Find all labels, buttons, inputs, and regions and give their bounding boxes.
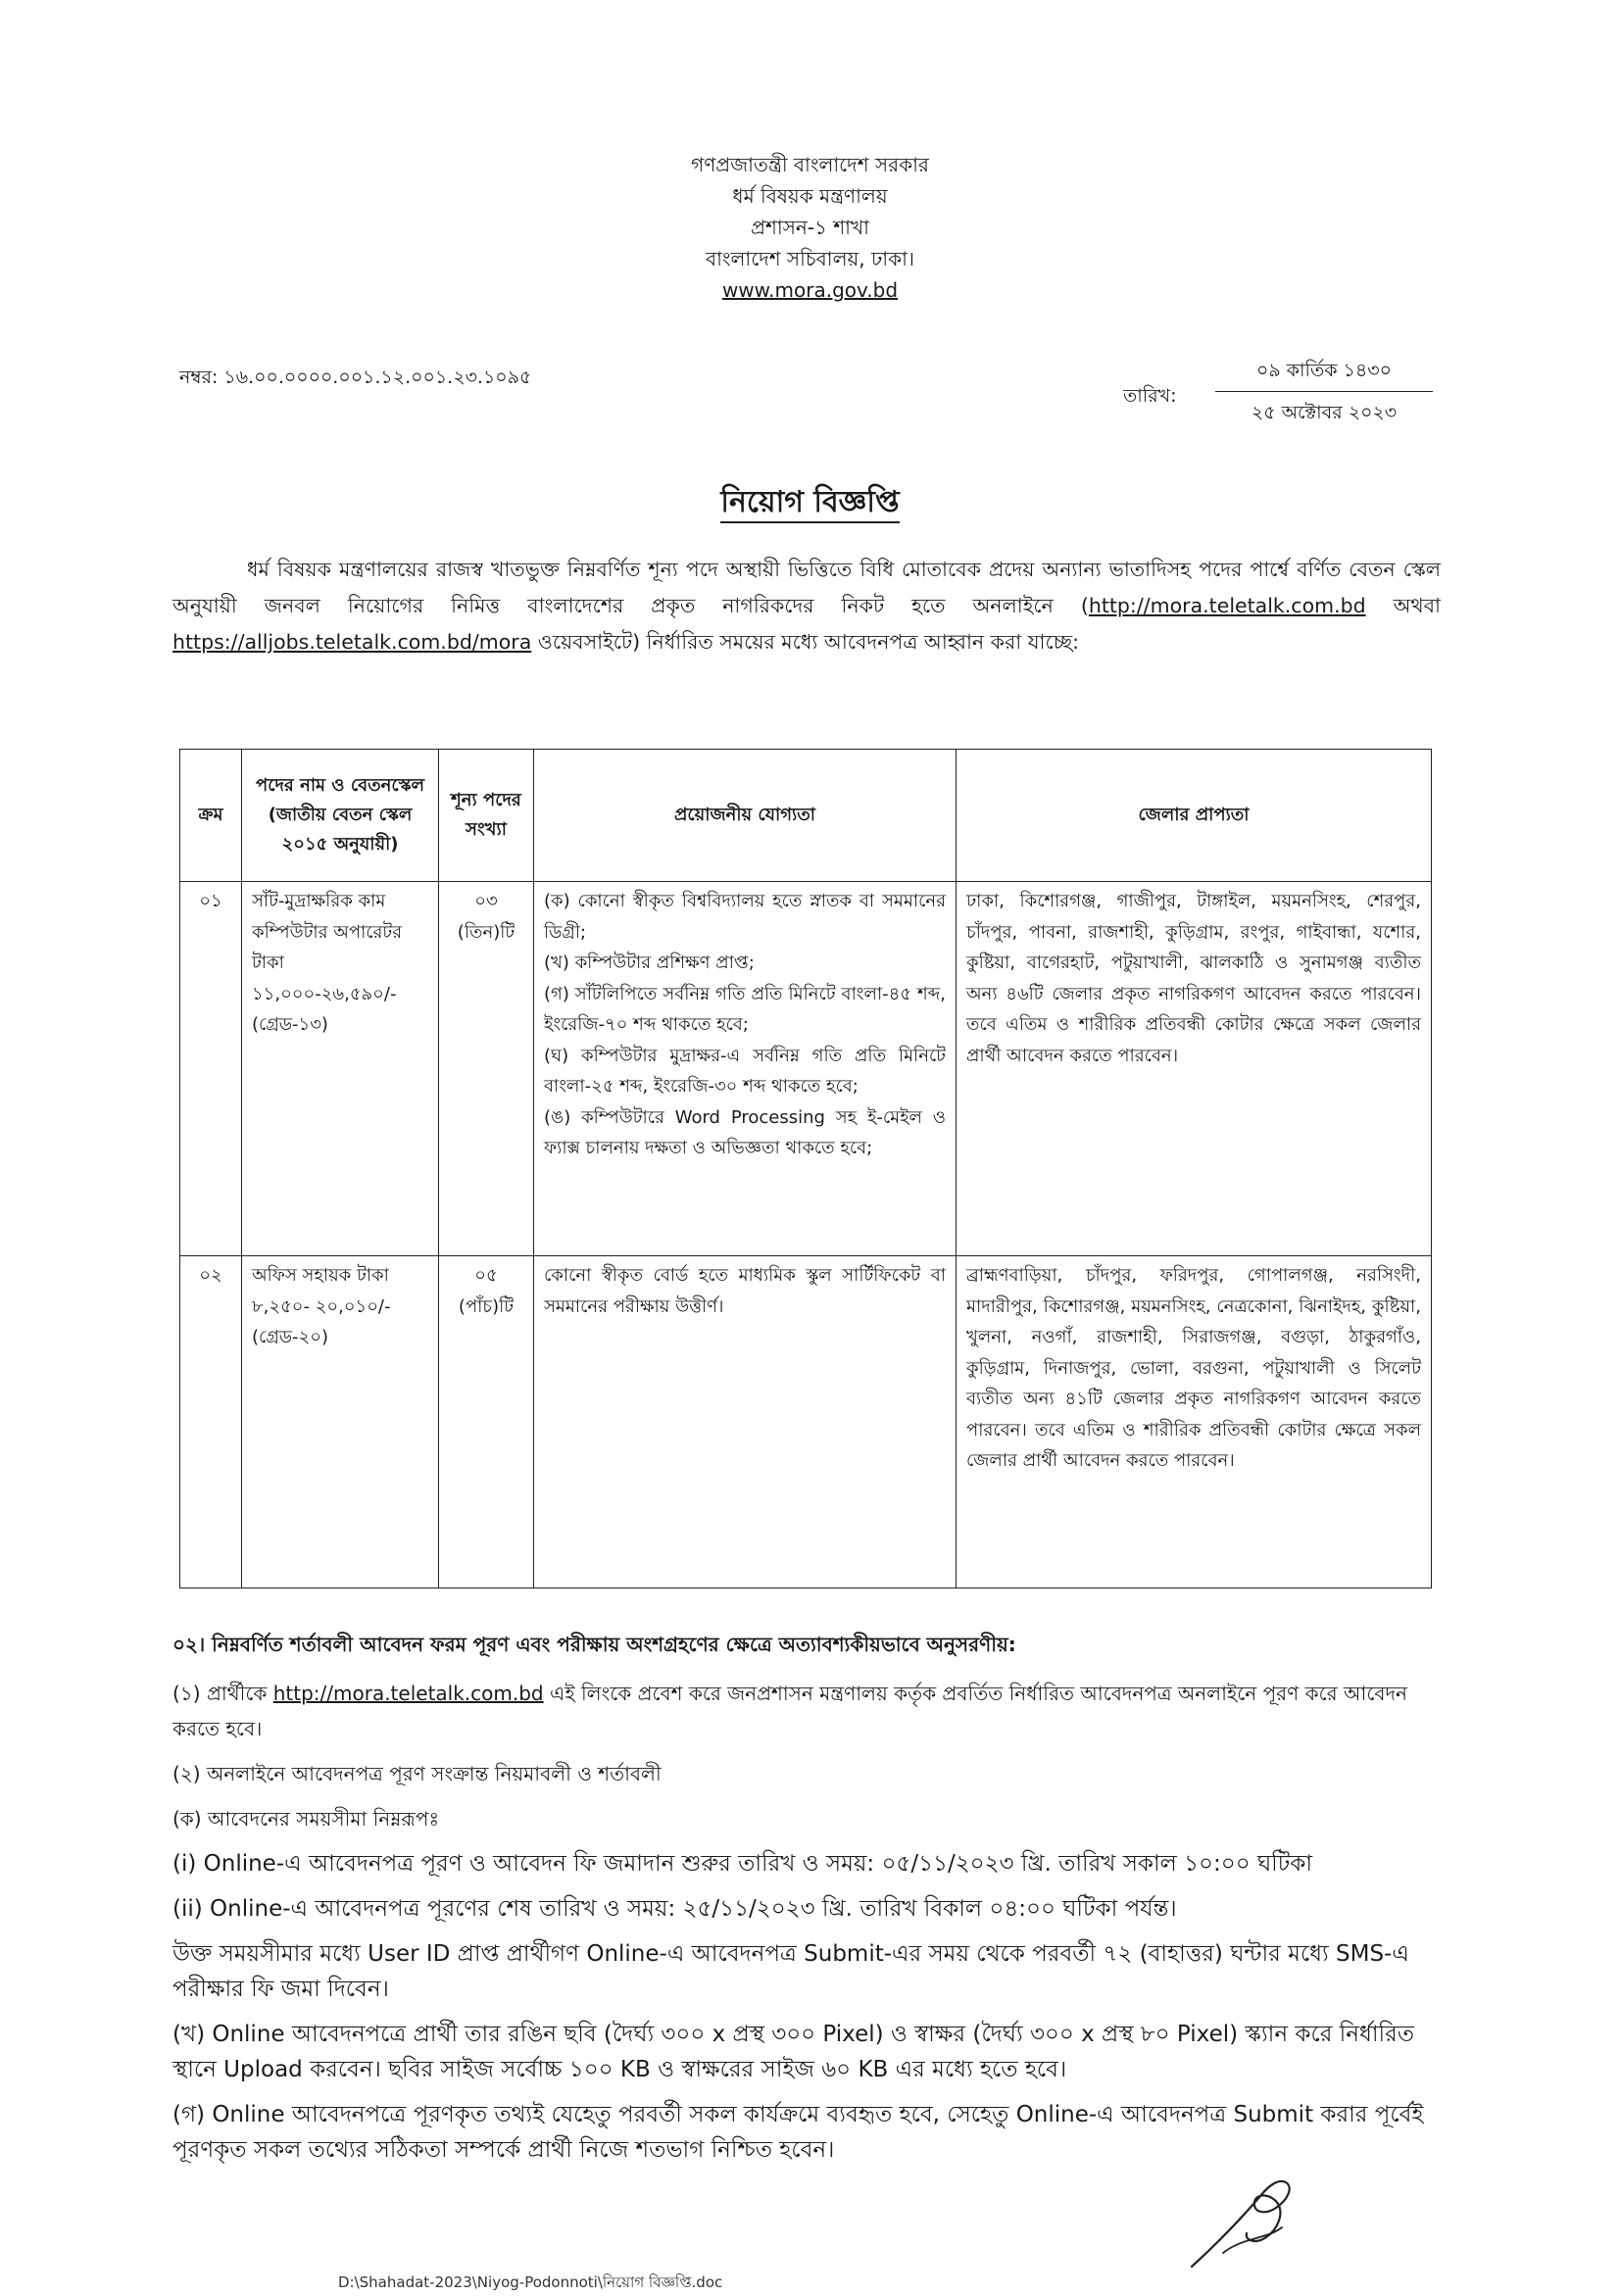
application-link[interactable]: http://mora.teletalk.com.bd xyxy=(272,1682,544,1705)
condition-1 xyxy=(172,1676,1447,1746)
vacancy-cell: ০৫ (পাঁচ)টি xyxy=(439,1256,534,1588)
intro-text-3: ওয়েবসাইটে) নির্ধারিত সময়ের মধ্যে আবেদনপত্র আহ্বান করা যাচ্ছে: xyxy=(531,630,1080,654)
page-title xyxy=(0,478,1620,528)
qualification-item: (খ) কম্পিউটার প্রশিক্ষণ প্রাপ্ত; xyxy=(544,953,755,973)
vacancy-table xyxy=(179,749,1432,1588)
qualification-cell xyxy=(534,1256,957,1588)
intro-text-2: অথবা xyxy=(1365,594,1442,617)
intro-text-1: ধর্ম বিষয়ক মন্ত্রণালয়ের রাজস্ব খাতভুক্ত নিম্নবর্ণিত শূন্য পদে অস্থায়ী ভিত্তিতে বিধি মোতাবেক প্রদেয় অন্যান্য ভাতাদিসহ পদের পার্শ্বে বর্ণিত বেতন স্কেল অনুযায়ী জনবল নিয়োগের নিমিত্ত বাংলাদেশের প্রকৃত নাগরিকদের নিকট হতে অনলাইনে ( xyxy=(172,558,1441,617)
ministry-name: ধর্ম বিষয়ক মন্ত্রণালয় xyxy=(732,184,888,208)
page-title-text: নিয়োগ বিজ্ঞপ্তি xyxy=(720,485,899,523)
branch-name: প্রশাসন-১ শাখা xyxy=(751,216,869,239)
date-english: ২৫ অক্টোবর ২০২৩ xyxy=(1251,402,1398,423)
office-address: বাংলাদেশ সচিবালয়, ঢাকা। xyxy=(705,247,915,270)
qualification-item: (গ) সাঁটলিপিতে সর্বনিম্ন গতি প্রতি মিনিটে বাংলা-৪৫ শব্দ, ইংরেজি-৭০ শব্দ থাকতে হবে; xyxy=(544,983,946,1035)
qualification-item: কোনো স্বীকৃত বোর্ড হতে মাধ্যমিক স্কুল সার্টিফিকেট বা সমমানের পরীক্ষায় উত্তীর্ণ। xyxy=(544,1265,946,1317)
district-cell: ব্রাহ্মণবাড়িয়া, চাঁদপুর, ফরিদপুর, গোপালগঞ্জ, নরসিংদী, মাদারীপুর, কিশোরগঞ্জ, ময়মনসিংহ, নেত্রকোনা, ঝিনাইদহ, কুষ্টিয়া, খুলনা, নওগাঁ, রাজশাহী, সিরাজগঞ্জ, বগুড়া, ঠাকুরগাঁও, কুড়িগ্রাম, দিনাজপুর, ভোলা, বরগুনা, পটুয়াখালী ও সিলেট ব্যতীত অন্য ৪১টি জেলার প্রকৃত নাগরিকগণ আবেদন করতে পারবেন। তবে এতিম ও শারীরিক প্রতিবন্ধী কোটার ক্ষেত্রে সকল জেলার প্রার্থী আবেদন করতে পারবেন। xyxy=(957,1256,1432,1588)
website-link[interactable]: www.mora.gov.bd xyxy=(721,278,899,302)
table-row xyxy=(180,882,1432,1256)
condition-end-date: (ii) Online-এ আবেদনপত্র পূরণের শেষ তারিখ ও সময়: ২৫/১১/২০২৩ খ্রি. তারিখ বিকাল ০৪:০০ ঘটিকা পর্যন্ত। xyxy=(172,1896,1177,1922)
qualification-item: (ঘ) কম্পিউটার মুদ্রাক্ষর-এ সর্বনিম্ন গতি প্রতি মিনিটে বাংলা-২৫ শব্দ, ইংরেজি-৩০ শব্দ থাকতে হবে; xyxy=(544,1045,946,1097)
qualification-item: (ক) কোনো স্বীকৃত বিশ্ববিদ্যালয় হতে স্নাতক বা সমমানের ডিগ্রী; xyxy=(544,891,946,943)
signature-image xyxy=(1184,2169,1311,2276)
table-header-row xyxy=(180,750,1432,882)
post-cell: অফিস সহায়ক টাকা ৮,২৫০- ২০,০১০/- (গ্রেড-২০) xyxy=(242,1256,439,1588)
file-path: D:\Shahadat-2023\Niyog-Podonnoti\নিয়োগ বিজ্ঞপ্তি.doc xyxy=(338,2273,723,2291)
qualification-cell xyxy=(534,882,957,1256)
condition-2: (২) অনলাইনে আবেদনপত্র পূরণ সংক্রান্ত নিয়মাবলী ও শর্তাবলী xyxy=(172,1762,662,1785)
table-row xyxy=(180,1256,1432,1588)
date-bangla: ০৯ কার্তিক ১৪৩০ xyxy=(1215,357,1433,392)
header-qualification: প্রয়োজনীয় যোগ্যতা xyxy=(534,750,957,882)
conditions-section xyxy=(172,1627,1447,2177)
vacancy-cell: ০৩ (তিন)টি xyxy=(439,882,534,1256)
teletalk-link[interactable]: http://mora.teletalk.com.bd xyxy=(1088,594,1366,617)
condition-1-text-a: (১) প্রার্থীকে xyxy=(172,1682,273,1705)
letterhead xyxy=(0,149,1620,306)
condition-start-date: (i) Online-এ আবেদনপত্র পূরণ ও আবেদন ফি জমাদান শুরুর তারিখ ও সময়: ০৫/১১/২০২৩ খ্রি. তারিখ সকাল ১০:০০ ঘটিকা xyxy=(172,1851,1313,1877)
condition-1-text-b: এই লিংকে প্রবেশ করে জনপ্রশাসন মন্ত্রণালয় কর্তৃক প্রবর্তিত নির্ধারিত আবেদনপত্র অনলাইনে পূরণ করে আবেদন করতে হবে। xyxy=(172,1682,1407,1740)
government-name: গণপ্রজাতন্ত্রী বাংলাদেশ সরকার xyxy=(691,153,929,176)
header-district: জেলার প্রাপ্যতা xyxy=(957,750,1432,882)
alljobs-link[interactable]: https://alljobs.teletalk.com.bd/mora xyxy=(172,630,532,654)
intro-paragraph xyxy=(172,552,1441,660)
date-label: তারিখ: xyxy=(1123,385,1177,407)
qualification-item: (ঙ) কম্পিউটারে Word Processing সহ ই-মেইল ও ফ্যাক্স চালনায় দক্ষতা ও অভিজ্ঞতা থাকতে হবে; xyxy=(544,1106,946,1158)
condition-photo-upload: (খ) Online আবেদনপত্রে প্রার্থী তার রঙিন ছবি (দৈর্ঘ্য ৩০০ x প্রস্থ ৩০০ Pixel) ও স্বাক্ষর (দৈর্ঘ্য ৩০০ x প্রস্থ ৮০ Pixel) স্ক্যান করে নির্ধারিত স্থানে Upload করবেন। ছবির সাইজ সর্বোচ্চ ১০০ KB ও স্বাক্ষরের সাইজ ৬০ KB এর মধ্যে হতে হবে। xyxy=(172,2022,1415,2082)
post-cell: সাঁট-মুদ্রাক্ষরিক কাম কম্পিউটার অপারেটর টাকা ১১,০০০-২৬,৫৯০/- (গ্রেড-১৩) xyxy=(242,882,439,1256)
district-cell: ঢাকা, কিশোরগঞ্জ, গাজীপুর, টাঙ্গাইল, ময়মনসিংহ, শেরপুর, চাঁদপুর, পাবনা, রাজশাহী, কুড়িগ্রাম, রংপুর, গাইবান্ধা, যশোর, কুষ্টিয়া, বাগেরহাট, পটুয়াখালী, ঝালকাঠি ও সুনামগঞ্জ ব্যতীত অন্য ৪৬টি জেলার প্রকৃত নাগরিকগণ আবেদন করতে পারবেন। তবে এতিম ও শারীরিক প্রতিবন্ধী কোটার ক্ষেত্রে সকল জেলার প্রার্থী আবেদন করতে পারবেন। xyxy=(957,882,1432,1256)
header-post: পদের নাম ও বেতনস্কেল (জাতীয় বেতন স্কেল ২০১৫ অনুযায়ী) xyxy=(242,750,439,882)
header-vacancy: শূন্য পদের সংখ্যা xyxy=(439,750,534,882)
conditions-heading: ০২। নিম্নবর্ণিত শর্তাবলী আবেদন ফরম পূরণ এবং পরীক্ষায় অংশগ্রহণের ক্ষেত্রে অত্যাবশ্যকীয়ভাবে অনুসরণীয়: xyxy=(172,1633,1016,1656)
condition-2-ka: (ক) আবেদনের সময়সীমা নিম্নরূপঃ xyxy=(172,1807,440,1831)
date-block xyxy=(1215,357,1433,430)
condition-data-accuracy: (গ) Online আবেদনপত্রে পূরণকৃত তথ্যই যেহেতু পরবর্তী সকল কার্যক্রমে ব্যবহৃত হবে, সেহেতু Online-এ আবেদনপত্র Submit করার পূর্বেই পূরণকৃত সকল তথ্যের সঠিকতা সম্পর্কে প্রার্থী নিজে শতভাগ নিশ্চিত হবেন। xyxy=(172,2102,1424,2163)
serial-cell: ০২ xyxy=(180,1256,242,1588)
memo-number: নম্বর: ১৬.০০.০০০০.০০১.১২.০০১.২৩.১০৯৫ xyxy=(179,366,532,388)
header-serial: ক্রম xyxy=(180,750,242,882)
condition-fee-payment: উক্ত সময়সীমার মধ্যে User ID প্রাপ্ত প্রার্থীগণ Online-এ আবেদনপত্র Submit-এর সময় থেকে পরবর্তী ৭২ (বাহাত্তর) ঘন্টার মধ্যে SMS-এ পরীক্ষার ফি জমা দিবেন। xyxy=(172,1941,1409,2002)
serial-cell: ০১ xyxy=(180,882,242,1256)
